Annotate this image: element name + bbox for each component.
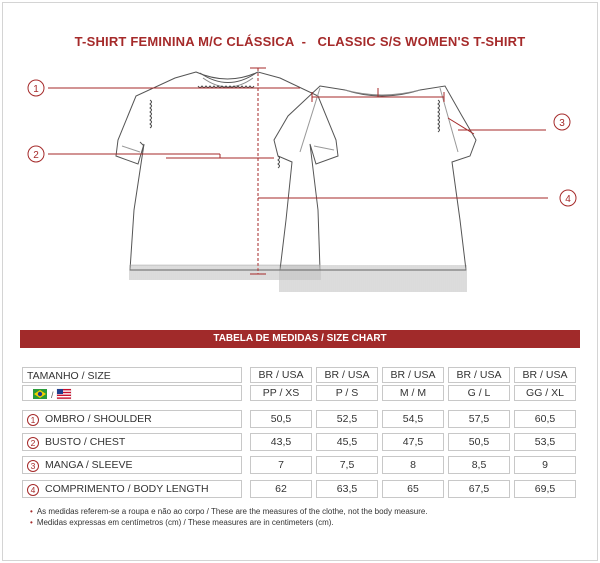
size-header-row — [22, 367, 580, 383]
size-code: GG / XL — [514, 385, 576, 401]
measure-value: 8,5 — [448, 456, 510, 474]
tshirt-diagram — [0, 60, 600, 320]
measure-value: 52,5 — [316, 410, 378, 428]
callout-1 — [28, 80, 44, 96]
measure-value: 8 — [382, 456, 444, 474]
measure-value: 53,5 — [514, 433, 576, 451]
table-row — [22, 433, 580, 451]
measure-value: 7 — [250, 456, 312, 474]
measure-name: 2 BUSTO / CHEST — [22, 433, 242, 451]
svg-text:2: 2 — [33, 150, 39, 161]
page-title: T-SHIRT FEMININA M/C CLÁSSICA - CLASSIC S/S WOMEN'S T-SHIRT — [74, 34, 526, 49]
measure-value: 65 — [382, 480, 444, 498]
region-header: BR / USA — [250, 367, 312, 383]
measure-name: 3 MANGA / SLEEVE — [22, 456, 242, 474]
brazil-flag-icon — [33, 389, 47, 399]
svg-text:/: / — [51, 390, 54, 400]
measure-value: 7,5 — [316, 456, 378, 474]
callout-4 — [560, 190, 576, 206]
measure-value: 9 — [514, 456, 576, 474]
usa-flag-icon — [57, 389, 71, 399]
table-row — [22, 456, 580, 474]
measure-value: 50,5 — [250, 410, 312, 428]
measure-name: 4 COMPRIMENTO / BODY LENGTH — [22, 480, 242, 498]
size-code: P / S — [316, 385, 378, 401]
svg-text:3: 3 — [559, 118, 565, 129]
front-shirt-outline — [116, 72, 338, 270]
measure-value: 50,5 — [448, 433, 510, 451]
measure-value: 45,5 — [316, 433, 378, 451]
measure-value: 43,5 — [250, 433, 312, 451]
size-code: PP / XS — [250, 385, 312, 401]
svg-text:4: 4 — [565, 194, 571, 205]
table-row — [22, 410, 580, 428]
table-row — [22, 480, 580, 498]
callout-3 — [554, 114, 570, 130]
region-header: BR / USA — [514, 367, 576, 383]
footnote: • Medidas expressas em centímetros (cm) / These measures are in centimeters (cm). — [30, 518, 334, 527]
region-header: BR / USA — [382, 367, 444, 383]
footnotes — [30, 506, 428, 528]
size-code: M / M — [382, 385, 444, 401]
region-header: BR / USA — [316, 367, 378, 383]
back-shirt-outline — [274, 86, 476, 270]
flags-cell — [22, 385, 242, 401]
size-codes-row — [22, 385, 580, 401]
size-label-cell: TAMANHO / SIZE — [22, 367, 242, 383]
measure-value: 69,5 — [514, 480, 576, 498]
measure-value: 63,5 — [316, 480, 378, 498]
region-header: BR / USA — [448, 367, 510, 383]
measure-value: 57,5 — [448, 410, 510, 428]
measure-value: 62 — [250, 480, 312, 498]
size-code: G / L — [448, 385, 510, 401]
measure-name: 1 OMBRO / SHOULDER — [22, 410, 242, 428]
measure-value: 60,5 — [514, 410, 576, 428]
callout-2 — [28, 146, 44, 162]
measure-value: 47,5 — [382, 433, 444, 451]
measure-value: 54,5 — [382, 410, 444, 428]
svg-text:1: 1 — [33, 84, 39, 95]
size-chart-banner: TABELA DE MEDIDAS / SIZE CHART — [20, 330, 580, 348]
measure-value: 67,5 — [448, 480, 510, 498]
footnote: • As medidas referem-se a roupa e não ao corpo / These are the measures of the clothe, not the body measure. — [30, 507, 428, 516]
